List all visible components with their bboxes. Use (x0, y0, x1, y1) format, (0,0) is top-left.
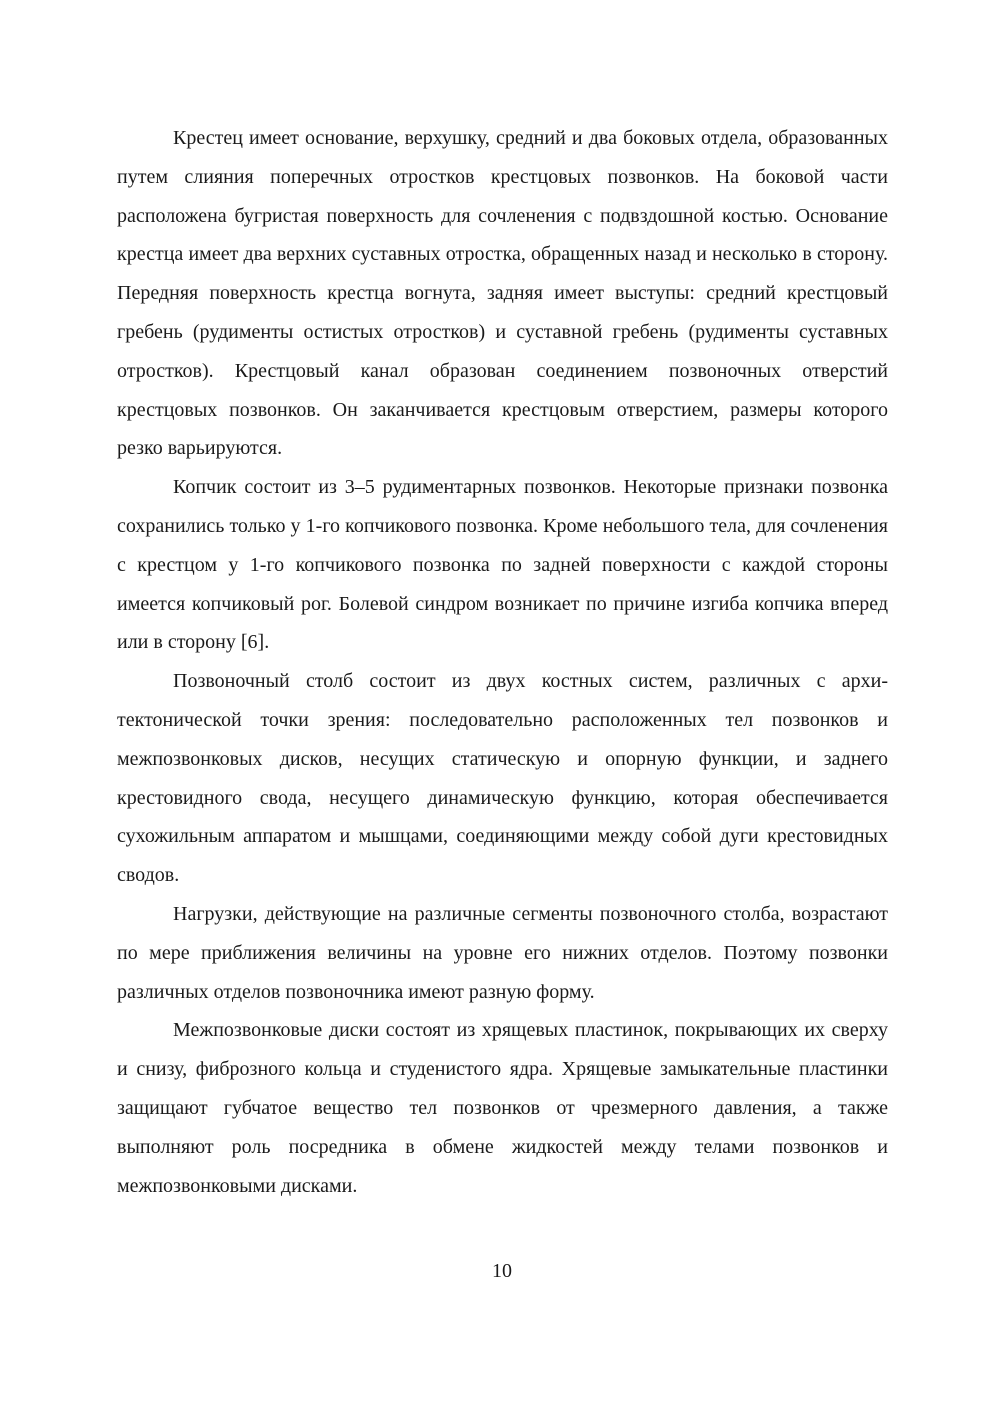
paragraph-loads: Нагрузки, действующие на различные сегменты позвоночного столба, возрастают по мере приближения величины на уровне его нижних отделов. Поэтому позвонки различных отделов позвоночника имеют разную форму. (117, 902, 888, 1003)
paragraph-coccyx: Копчик состоит из 3–5 рудиментарных позвонков. Некоторые признаки позвонка сохранились только у 1-го копчикового позвонка. Кроме небольшого тела, для сочленения с крестцом у 1-го копчикового позвонка по задней поверхности с каждой стороны имеется копчиковый рог. Болевой синдром возникает по причине изгиба копчика вперед или в сторону [6]. (117, 476, 888, 654)
page-body (117, 119, 888, 1205)
page-number: 10 (492, 1260, 512, 1282)
paragraph-sacrum: Крестец имеет основание, верхушку, средний и два боковых отдела, образованных путем слияния поперечных отростков крестцовых позвонков. На боковой части расположена бугристая поверхность для сочленения с подвздошной костью. Основание крестца имеет два верхних суставных отростка, обращенных назад и несколько в сторону. Передняя поверхность крестца вогнута, задняя имеет выступы: средний крестцовый гребень (рудименты остистых отростков) и суставной гребень (рудименты суставных отростков). Крестцовый канал образован соединением позвоночных отверстий крестцовых позвонков. Он заканчивается крестцовым отверстием, размеры которого резко варьируются. (117, 127, 888, 460)
paragraph-intervertebral-discs: Межпозвонковые диски состоят из хрящевых пластинок, покрывающих их сверху и снизу, фиброзного кольца и студенистого ядра. Хрящевые замыкательные пластинки защищают губчатое вещество тел позвонков от чрезмерного давления, а также выполняют роль посредника в обмене жидкостей между телами позвонков и межпозвонковыми дисками. (117, 1019, 888, 1197)
paragraph-spinal-column: Позвоночный столб состоит из двух костных систем, различных с архитектонической точки зрения: последовательно расположенных тел позвонков и межпозвонковых дисков, несущих статическую и опорную функции, и заднего крестовидного свода, несущего динамическую функцию, которая обеспечивается сухожильным аппаратом и мышцами, соединяющими между собой дуги крестовидных сводов. (117, 670, 888, 887)
